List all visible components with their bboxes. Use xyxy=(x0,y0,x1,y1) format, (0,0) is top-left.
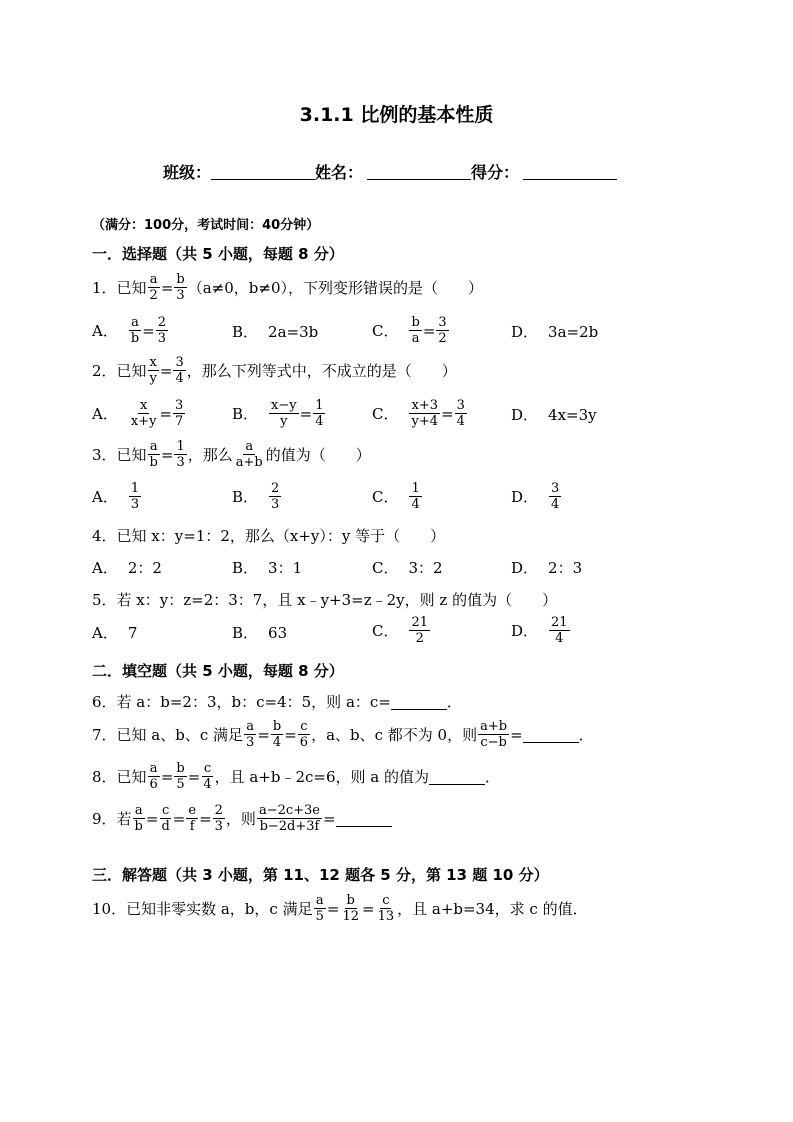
fraction-numerator: a+b xyxy=(480,719,508,734)
fraction-denominator: 7 xyxy=(175,414,184,429)
section-solve xyxy=(92,864,549,885)
fraction-denominator: b xyxy=(134,819,143,834)
fraction-numerator: a xyxy=(245,439,254,454)
text-fragment: ． xyxy=(485,768,501,786)
fraction xyxy=(148,272,160,303)
text-fragment: ，a、b、c 都不为 0，则 xyxy=(311,726,478,744)
text-fragment: = xyxy=(510,725,523,744)
question-6 xyxy=(92,691,462,712)
fraction-numerator: b xyxy=(176,272,185,287)
text-fragment: ，且 a+b﹣2c=6，则 a 的值为 xyxy=(214,768,430,786)
q7-answer-blank[interactable] xyxy=(523,726,579,743)
fraction-numerator: c xyxy=(382,893,390,908)
fraction xyxy=(549,481,561,512)
fraction-numerator: 3 xyxy=(438,315,447,330)
fraction xyxy=(129,398,159,429)
fraction xyxy=(129,315,141,346)
fraction-denominator: a xyxy=(411,331,420,346)
fraction-denominator: 6 xyxy=(299,735,309,750)
fraction-numerator: 3 xyxy=(175,355,184,370)
fraction-denominator: 3 xyxy=(176,288,185,303)
q5-option-c[interactable] xyxy=(372,615,431,646)
text-fragment: 7．已知 a、b、c 满足 xyxy=(92,726,244,744)
fraction xyxy=(173,355,185,386)
fraction-numerator: c xyxy=(300,719,308,734)
text-fragment: 2．已知 xyxy=(92,362,147,380)
fraction xyxy=(173,398,185,429)
class-blank[interactable] xyxy=(211,163,315,180)
text-fragment: 的值为（ ） xyxy=(265,446,371,464)
text-fragment: B． xyxy=(232,624,259,642)
text-fragment: = xyxy=(199,809,212,828)
q8-answer-blank[interactable] xyxy=(429,768,485,785)
fraction-denominator: b xyxy=(149,455,158,470)
fraction-denominator: b−2d+3f xyxy=(259,819,320,834)
text-fragment: 3：1 xyxy=(268,559,303,577)
section-fill xyxy=(92,660,344,681)
fraction-numerator: a xyxy=(246,719,255,734)
text-fragment: = xyxy=(441,404,454,423)
text-fragment: = xyxy=(172,809,186,828)
fraction-denominator: 6 xyxy=(149,777,158,792)
fraction-numerator: a−2c+3e xyxy=(258,803,320,818)
section-choice xyxy=(92,243,344,264)
header-row xyxy=(163,160,617,183)
fraction-numerator: 2 xyxy=(271,481,280,496)
q3-option-c[interactable] xyxy=(372,481,423,512)
question-7 xyxy=(92,719,594,750)
fraction-numerator: 3 xyxy=(551,481,560,496)
text-fragment: = xyxy=(284,725,297,744)
fraction-numerator: 1 xyxy=(411,481,420,496)
fraction-denominator: 3 xyxy=(130,497,140,512)
text-fragment: ． xyxy=(578,726,594,744)
fraction-numerator: c xyxy=(203,761,212,776)
fraction-numerator: 1 xyxy=(315,398,324,413)
fraction xyxy=(156,315,168,346)
fraction xyxy=(409,481,421,512)
exam-meta xyxy=(92,214,319,233)
fraction-denominator: d xyxy=(161,819,170,834)
text-fragment: = xyxy=(142,321,155,340)
text-fragment: C． xyxy=(372,559,399,577)
q5-option-b[interactable] xyxy=(232,622,287,643)
fraction xyxy=(409,615,430,646)
fraction-numerator: a xyxy=(134,803,143,818)
q3-option-d[interactable] xyxy=(511,481,562,512)
fraction-denominator: 2 xyxy=(149,288,158,303)
text-fragment: （满分：100分，考试时间：40分钟） xyxy=(92,218,320,233)
text-fragment: D． xyxy=(511,406,539,424)
question-8 xyxy=(92,761,500,792)
fraction-denominator: 5 xyxy=(176,777,185,792)
q2-option-c[interactable] xyxy=(372,398,468,429)
text-fragment: A． xyxy=(92,559,118,577)
fraction-denominator: 4 xyxy=(411,497,420,512)
q2-option-d[interactable] xyxy=(511,404,597,425)
q1-option-b[interactable] xyxy=(232,321,318,342)
q2-option-a[interactable] xyxy=(92,398,186,429)
text-fragment: 4x=3y xyxy=(548,405,597,424)
text-fragment: B． xyxy=(232,488,259,506)
fraction-denominator: y xyxy=(280,414,288,429)
text-fragment: A． xyxy=(92,624,118,642)
fraction xyxy=(257,803,322,834)
text-fragment: 9．若 xyxy=(92,810,132,828)
text-fragment: B． xyxy=(232,559,259,577)
fraction xyxy=(174,761,186,792)
text-fragment: 6．若 a：b=2：3，b：c=4：5，则 a：c= xyxy=(92,693,391,711)
fraction-denominator: 3 xyxy=(157,331,167,346)
text-fragment: = xyxy=(422,321,436,340)
fraction-denominator: 2 xyxy=(415,631,424,646)
text-fragment: 三．解答题（共 3 小题，第 11、12 题各 5 分，第 13 题 10 分） xyxy=(92,866,549,884)
fraction-denominator: 4 xyxy=(456,414,465,429)
fraction xyxy=(314,893,326,924)
fraction-denominator: 4 xyxy=(555,631,564,646)
fraction-numerator: e xyxy=(188,803,197,818)
text-fragment: B． xyxy=(232,405,259,423)
text-fragment: ，那么下列等式中，不成立的是（ ） xyxy=(186,362,457,380)
question-2 xyxy=(92,355,457,386)
text-fragment: = xyxy=(145,809,159,828)
text-fragment: = xyxy=(160,767,174,786)
fraction-denominator: a+b xyxy=(235,455,263,470)
q1-option-c[interactable] xyxy=(372,315,450,346)
fraction xyxy=(244,719,256,750)
fraction-denominator: 4 xyxy=(315,414,324,429)
text-fragment: 3：2 xyxy=(408,559,443,577)
text-fragment: 2：2 xyxy=(127,559,162,577)
text-fragment: A． xyxy=(92,405,118,423)
text-fragment: C． xyxy=(372,322,399,340)
q6-answer-blank[interactable] xyxy=(391,693,447,710)
text-fragment: = xyxy=(160,278,174,297)
fraction-numerator: 3 xyxy=(175,398,184,413)
text-fragment: ． xyxy=(446,693,462,711)
fraction-numerator: x+3 xyxy=(411,398,438,413)
fraction-numerator: x xyxy=(149,355,157,370)
fraction-numerator: 3 xyxy=(456,398,465,413)
name-label: 姓名： xyxy=(315,163,364,182)
q4-option-b[interactable] xyxy=(232,557,302,578)
fraction xyxy=(340,893,361,924)
fraction xyxy=(549,615,570,646)
text-fragment: = xyxy=(159,361,173,380)
fraction-denominator: f xyxy=(189,819,195,834)
text-fragment: A． xyxy=(92,322,118,340)
fraction-numerator: a xyxy=(149,439,158,454)
text-fragment: D． xyxy=(511,323,539,341)
fraction-denominator: 4 xyxy=(203,777,212,792)
fraction xyxy=(148,761,160,792)
text-fragment: 5．若 x：y：z=2：3：7，且 x﹣y+3=z﹣2y，则 z 的值为（ ） xyxy=(92,591,558,609)
text-fragment: = xyxy=(299,404,313,423)
q3-option-a[interactable] xyxy=(92,481,142,512)
fraction-numerator: x xyxy=(139,398,148,413)
fraction-numerator: b xyxy=(272,719,282,734)
fraction xyxy=(313,398,325,429)
question-1 xyxy=(92,272,483,303)
fraction-denominator: y xyxy=(149,371,157,386)
fraction xyxy=(201,761,213,792)
fraction xyxy=(269,481,281,512)
text-fragment: D． xyxy=(511,488,539,506)
fraction xyxy=(213,803,225,834)
fraction xyxy=(478,719,509,750)
question-5 xyxy=(92,589,557,610)
fraction-numerator: x−y xyxy=(271,398,297,413)
fraction xyxy=(409,398,440,429)
fraction xyxy=(269,398,299,429)
text-fragment: D． xyxy=(511,559,539,577)
text-fragment: 4．已知 x：y=1：2，那么（x+y）：y 等于（ ） xyxy=(92,527,446,545)
text-fragment: ，则 xyxy=(225,810,256,828)
fraction xyxy=(186,803,198,834)
fraction xyxy=(271,719,283,750)
fraction xyxy=(159,803,171,834)
text-fragment: = xyxy=(187,767,201,786)
text-fragment: C． xyxy=(372,488,399,506)
text-fragment: A． xyxy=(92,488,118,506)
fraction xyxy=(436,315,448,346)
fraction-numerator: b xyxy=(176,761,185,776)
fraction-numerator: 2 xyxy=(157,315,167,330)
fraction-numerator: 1 xyxy=(176,439,185,454)
question-9 xyxy=(92,803,392,834)
fraction-denominator: 3 xyxy=(246,735,255,750)
fraction xyxy=(234,439,265,470)
text-fragment: 10．已知非零实数 a，b，c 满足 xyxy=(92,900,313,918)
text-fragment: = xyxy=(361,899,375,918)
text-fragment: 二．填空题（共 5 小题，每题 8 分） xyxy=(92,662,344,680)
text-fragment: 7 xyxy=(127,623,138,642)
score-blank[interactable] xyxy=(523,163,617,180)
fraction xyxy=(298,719,310,750)
fraction xyxy=(174,272,186,303)
fraction-denominator: 12 xyxy=(342,909,359,924)
class-label: 班级： xyxy=(163,163,212,182)
fraction xyxy=(455,398,467,429)
fraction xyxy=(133,803,145,834)
fraction-denominator: 5 xyxy=(315,909,324,924)
fraction-numerator: 2 xyxy=(214,803,223,818)
fraction xyxy=(376,893,397,924)
q3-option-b[interactable] xyxy=(232,481,282,512)
text-fragment: （a≠0，b≠0），下列变形错误的是（ ） xyxy=(187,279,484,297)
fraction xyxy=(148,439,160,470)
fraction xyxy=(409,315,421,346)
fraction-numerator: 21 xyxy=(411,615,429,630)
text-fragment: 8．已知 xyxy=(92,768,147,786)
text-fragment: = xyxy=(159,404,172,423)
score-label: 得分： xyxy=(471,163,520,182)
fraction-denominator: b xyxy=(130,331,140,346)
q1-option-d[interactable] xyxy=(511,321,598,342)
q5-option-d[interactable] xyxy=(511,615,571,646)
text-fragment: B． xyxy=(232,323,259,341)
fraction-denominator: c−b xyxy=(480,735,507,750)
question-10 xyxy=(92,893,588,924)
q4-option-c[interactable] xyxy=(372,557,443,578)
text-fragment: C． xyxy=(372,405,399,423)
q1-option-a[interactable] xyxy=(92,315,169,346)
fraction-denominator: y+4 xyxy=(411,414,438,429)
fraction-numerator: c xyxy=(161,803,170,818)
fraction xyxy=(129,481,141,512)
page-title xyxy=(0,100,793,127)
fraction-numerator: 1 xyxy=(130,481,140,496)
text-fragment: 一．选择题（共 5 小题，每题 8 分） xyxy=(92,245,344,263)
text-fragment: 3.1.1 比例的基本性质 xyxy=(299,104,494,126)
fraction xyxy=(148,355,159,386)
text-fragment: 3．已知 xyxy=(92,446,147,464)
text-fragment: = xyxy=(326,899,340,918)
fraction-numerator: a xyxy=(315,893,324,908)
text-fragment: 3a=2b xyxy=(548,322,599,341)
text-fragment: 2：3 xyxy=(548,559,583,577)
q9-answer-blank[interactable] xyxy=(336,810,392,827)
text-fragment: = xyxy=(160,445,174,464)
q5-option-a[interactable] xyxy=(92,622,137,643)
question-4 xyxy=(92,525,445,546)
fraction-numerator: b xyxy=(346,893,355,908)
fraction-denominator: 3 xyxy=(214,819,223,834)
text-fragment: 63 xyxy=(268,623,288,642)
fraction-numerator: a xyxy=(131,315,139,330)
text-fragment: ，那么 xyxy=(187,446,233,464)
fraction xyxy=(174,439,186,470)
fraction-denominator: 2 xyxy=(438,331,447,346)
question-3 xyxy=(92,439,371,470)
text-fragment: ，且 a+b=34，求 c 的值． xyxy=(397,900,588,918)
fraction-denominator: 3 xyxy=(271,497,280,512)
fraction-denominator: x+y xyxy=(130,414,157,429)
text-fragment: 2a=3b xyxy=(268,322,319,341)
fraction-denominator: 4 xyxy=(272,735,282,750)
name-blank[interactable] xyxy=(367,163,471,180)
fraction-numerator: b xyxy=(411,315,420,330)
fraction-denominator: 3 xyxy=(176,455,185,470)
text-fragment: D． xyxy=(511,622,539,640)
fraction-numerator: a xyxy=(149,761,158,776)
fraction-denominator: 4 xyxy=(551,497,560,512)
fraction-numerator: 21 xyxy=(551,615,568,630)
fraction-numerator: a xyxy=(149,272,158,287)
text-fragment: = xyxy=(257,725,270,744)
q4-option-a[interactable] xyxy=(92,557,162,578)
text-fragment: 1．已知 xyxy=(92,279,147,297)
text-fragment: = xyxy=(323,809,336,828)
fraction-denominator: 13 xyxy=(377,909,395,924)
q4-option-d[interactable] xyxy=(511,557,582,578)
q2-option-b[interactable] xyxy=(232,398,326,429)
fraction-denominator: 4 xyxy=(175,371,184,386)
text-fragment: C． xyxy=(372,622,399,640)
